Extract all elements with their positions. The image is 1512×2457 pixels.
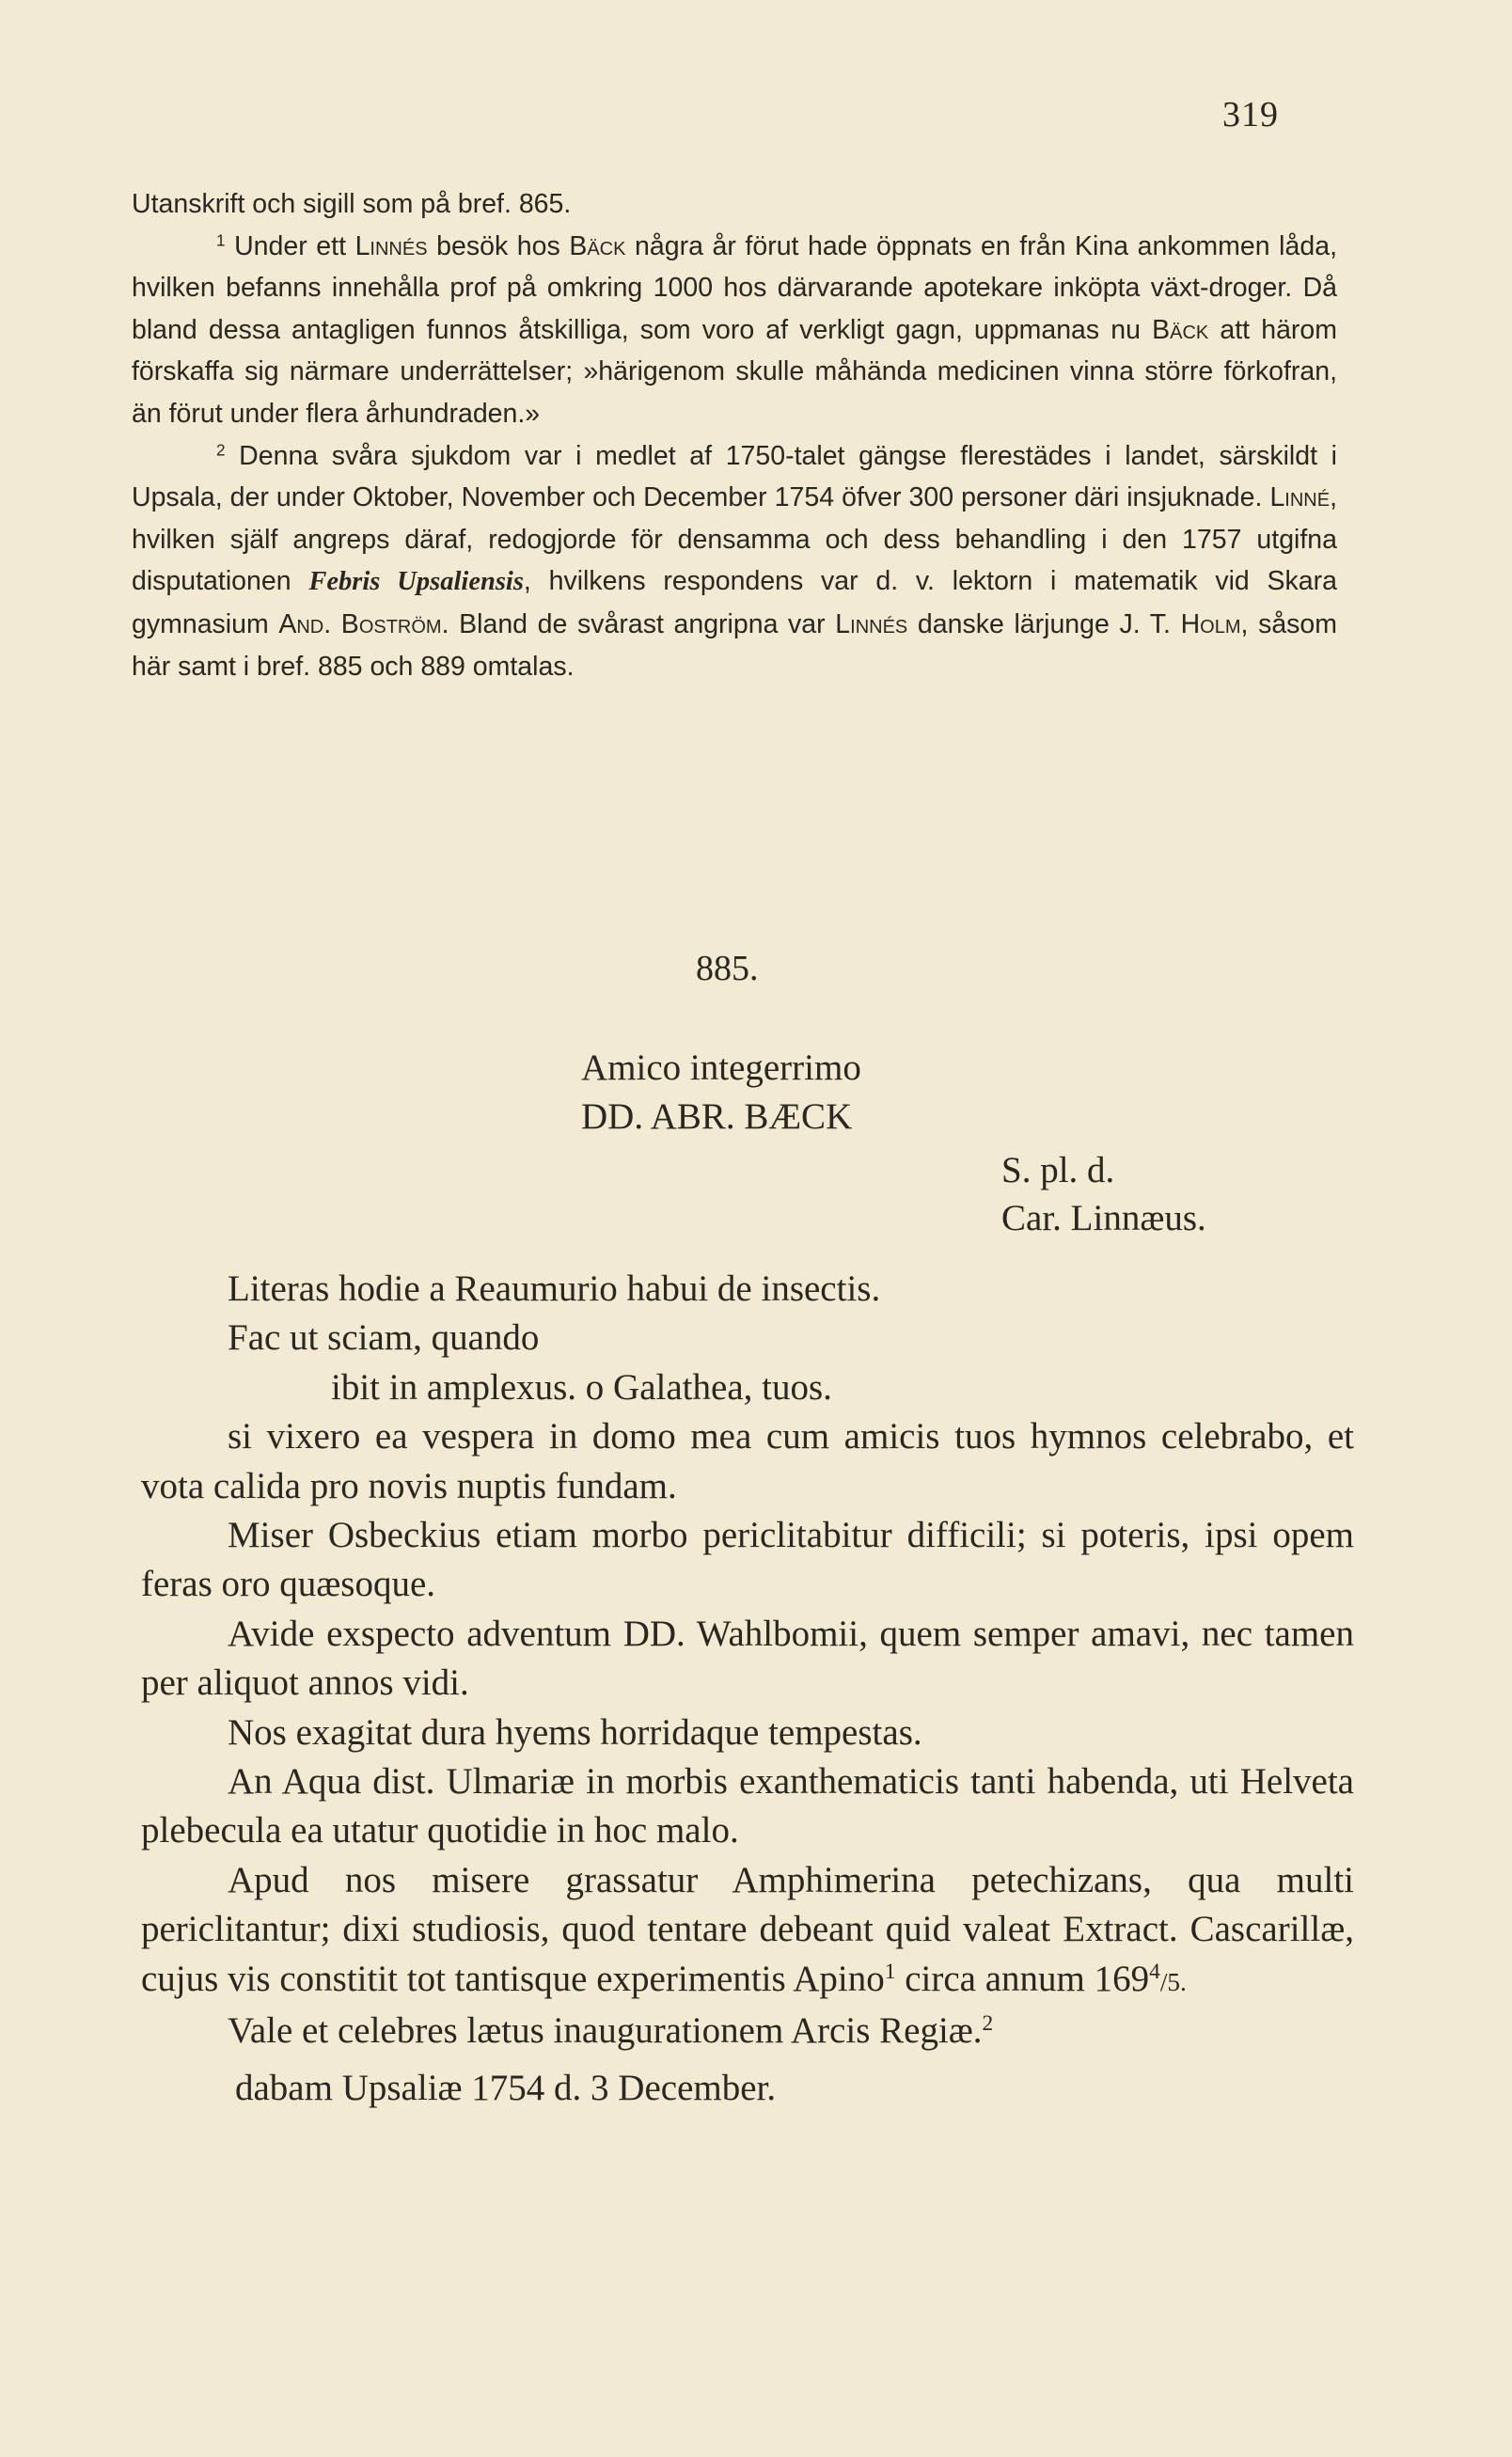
note-text: , hvilkens respondens var d. v. lektorn i matematik vid Skara gymnasium <box>132 566 1337 639</box>
note-text: danske lärjunge <box>907 608 1120 639</box>
disputation-title: Febris Upsaliensis <box>308 567 524 597</box>
letter-verse-line: ibit in amplexus. o Galathea, tuos. <box>331 1366 832 1408</box>
letter-paragraph <box>141 1856 1354 2007</box>
letter-paragraph: Avide exspecto adventum DD. Wahlbomii, quem semper amavi, nec tamen per aliquot annos vidi. <box>141 1613 1354 1704</box>
name-linne: Linnés <box>835 608 908 639</box>
footnote-ref-2: 2 <box>982 2011 994 2037</box>
letter-paragraph: si vixero ea vespera in domo mea cum amicis tuos hymnos celebrabo, et vota calida pro novis nuptis fundam. <box>141 1416 1354 1506</box>
note-text: . Bland de svårast angripna var <box>441 608 836 639</box>
name-bostrom: And. Boström <box>278 608 442 639</box>
name-linne: Linnés <box>354 230 428 261</box>
fraction-numerator: 4 <box>1149 1959 1160 1984</box>
letter-paragraph: Nos exagitat dura hyems horridaque tempestas. <box>228 1711 922 1753</box>
letter-body <box>141 1265 1354 2113</box>
address-line-1: Amico integerrimo <box>581 1047 861 1088</box>
letter-paragraph: Miser Osbeckius etiam morbo periclitabitur difficili; si poteris, ipsi opem feras oro quæsoque. <box>141 1515 1354 1605</box>
address-line-2: DD. ABR. BÆCK <box>581 1096 853 1137</box>
note-text: att härom förskaffa sig närmare underrättelser; »härigenom skulle måhända medicinen vinna större förkofran, än förut under flera århundraden.» <box>132 314 1337 429</box>
note-text: besök hos <box>427 230 570 261</box>
name-back: Bäck <box>569 230 626 261</box>
letter-number: 885. <box>696 949 759 988</box>
name-linne: Linné <box>1269 482 1331 513</box>
footnote-1-marker: 1 <box>216 231 226 250</box>
footnote-2-marker: 2 <box>216 441 226 460</box>
letter-paragraph: Literas hodie a Reaumurio habui de insectis. <box>228 1268 881 1309</box>
letter-text: Vale et celebres lætus inaugurationem Arcis Regiæ. <box>228 2010 983 2052</box>
letter-paragraph: Fac ut sciam, quando <box>228 1317 540 1359</box>
name-holm: J. T. Holm <box>1119 608 1241 639</box>
note-text: Under ett <box>225 230 355 261</box>
fraction-denominator: /5. <box>1159 1967 1187 1996</box>
note-text: Denna svåra sjukdom var i medlet af 1750-talet gängse flerestädes i landet, särskildt i Upsala, der under Oktober, November och December 1754 öfver 300 personer däri insjuknade. <box>132 440 1337 513</box>
letter-text: circa annum 169 <box>895 1958 1150 1999</box>
note-text: några år förut hade öppnats en från Kina ankommen låda, hvilken befanns innehålla prof på omkring 1000 hos därvarande apotekare inköpta växt-droger. Då bland dessa antagligen funnos åtskilliga, som voro af verkligt gagn, uppmanas nu <box>132 230 1337 345</box>
salutation-line-2: Car. Linnæus. <box>1001 1198 1206 1238</box>
name-back: Bäck <box>1152 314 1209 345</box>
letter-date: dabam Upsaliæ 1754 d. 3 December. <box>235 2067 777 2108</box>
footnote-2 <box>132 435 1337 688</box>
letter-paragraph: An Aqua dist. Ulmariæ in morbis exanthematicis tanti habenda, uti Helveta plebecula ea utatur quotidie in hoc malo. <box>141 1761 1354 1851</box>
footnote-1 <box>132 226 1337 435</box>
footnotes <box>132 183 1337 687</box>
letter-text: Apud nos misere grassatur Amphimerina petechizans, qua multi periclitantur; dixi studiosis, quod tentare debeant quid valeat Extract. Cascarillæ, cujus vis constitit tot tantisque experimentis Apino <box>141 1859 1354 1999</box>
note-text: , såsom här samt i bref. 885 och 889 omtalas. <box>132 608 1338 682</box>
letter-closing <box>141 2007 1354 2055</box>
page-number: 319 <box>1222 95 1279 134</box>
footnote-ref-1: 1 <box>884 1959 896 1984</box>
salutation-line-1: S. pl. d. <box>1001 1150 1115 1190</box>
note-first-line: Utanskrift och sigill som på bref. 865. <box>132 189 572 219</box>
note-text: , hvilken själf angreps däraf, redogjorde för densamma och dess behandling i den 1757 utgifna disputationen <box>132 482 1337 597</box>
